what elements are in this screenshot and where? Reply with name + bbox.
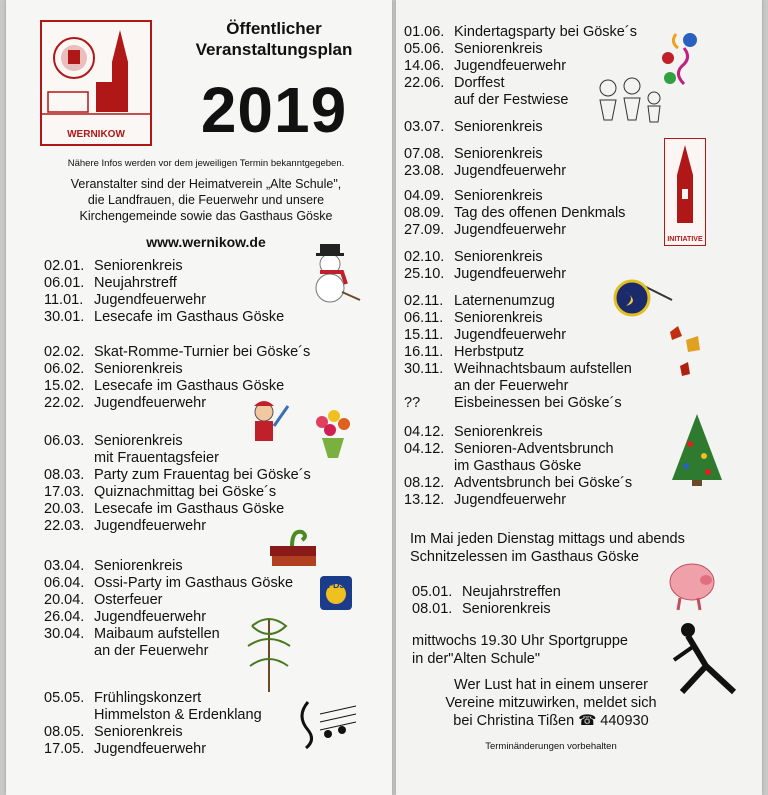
lantern-icon bbox=[606, 276, 676, 320]
event-title: Lesecafe im Gasthaus Göske bbox=[94, 378, 285, 394]
footer-note: Terminänderungen vorbehalten bbox=[485, 741, 617, 752]
event-title: Seniorenkreis bbox=[94, 433, 183, 449]
event-title: Skat-Romme-Turnier bei Göske´s bbox=[94, 344, 311, 360]
church-emblem-icon bbox=[42, 22, 150, 126]
event-title: Jugendfeuerwehr bbox=[454, 327, 567, 343]
event-date: 06.04. bbox=[44, 575, 85, 591]
event-title-continued: an der Feuerwehr bbox=[454, 378, 569, 394]
event-title: Lesecafe im Gasthaus Göske bbox=[94, 309, 285, 325]
event-title: Neujahrstreff bbox=[94, 275, 177, 291]
event-title: Weihnachtsbaum aufstellen bbox=[454, 361, 632, 377]
books-worm-icon bbox=[266, 524, 322, 572]
sport-line-2: in der"Alten Schule" bbox=[412, 651, 540, 667]
event-date: 03.04. bbox=[44, 558, 85, 574]
right-panel bbox=[396, 0, 762, 795]
event-title: Jugendfeuerwehr bbox=[94, 609, 207, 625]
event-date: 15.02. bbox=[44, 378, 85, 394]
event-date: 15.11. bbox=[404, 327, 444, 343]
event-date: 20.03. bbox=[44, 501, 85, 517]
children-drawing-icon bbox=[594, 76, 668, 132]
church-initiative-badge bbox=[664, 138, 706, 246]
event-date: 17.03. bbox=[44, 484, 85, 500]
contact-line-2: Vereine mitzuwirken, meldet sich bbox=[445, 695, 657, 711]
contact-note bbox=[416, 676, 686, 730]
event-date: ?? bbox=[404, 395, 421, 411]
event-date: 14.06. bbox=[404, 58, 445, 74]
snowman-icon bbox=[302, 236, 362, 306]
event-title: Jugendfeuerwehr bbox=[454, 163, 567, 179]
flower-bouquet-icon bbox=[310, 408, 356, 460]
sport-line-1: mittwochs 19.30 Uhr Sportgruppe bbox=[412, 633, 628, 649]
event-date: 08.03. bbox=[44, 467, 85, 483]
event-date: 04.09. bbox=[404, 188, 445, 204]
contact-line-3: bei Christina Tißen ☎ 440930 bbox=[453, 713, 649, 729]
info-note: Nähere Infos werden vor dem jeweiligen Termin bekanntgegeben. bbox=[67, 158, 345, 169]
event-date: 08.05. bbox=[44, 724, 85, 740]
event-title: Jugendfeuerwehr bbox=[454, 58, 567, 74]
event-date: 27.09. bbox=[404, 222, 445, 238]
event-title: Jugendfeuerwehr bbox=[94, 395, 207, 411]
logo-town-name: WERNIKOW bbox=[67, 129, 125, 140]
title-line-2: Veranstaltungsplan bbox=[195, 40, 353, 59]
event-title: Seniorenkreis bbox=[94, 258, 183, 274]
event-date: 08.09. bbox=[404, 205, 445, 221]
event-title: Seniorenkreis bbox=[462, 601, 551, 617]
event-title: Jugendfeuerwehr bbox=[454, 222, 567, 238]
event-date: 25.10. bbox=[404, 266, 445, 282]
event-title-continued: auf der Festwiese bbox=[454, 92, 569, 108]
event-date: 08.12. bbox=[404, 475, 445, 491]
event-title: Maibaum aufstellen bbox=[94, 626, 220, 642]
event-title: Seniorenkreis bbox=[94, 724, 183, 740]
event-title: Osterfeuer bbox=[94, 592, 163, 608]
event-title: Adventsbrunch bei Göske´s bbox=[454, 475, 633, 491]
event-date: 08.01. bbox=[412, 601, 453, 617]
event-date: 26.04. bbox=[44, 609, 85, 625]
initiative-label: INITIATIVE bbox=[667, 236, 703, 243]
event-title: Seniorenkreis bbox=[454, 249, 543, 265]
event-title-continued: an der Feuerwehr bbox=[94, 643, 209, 659]
event-date: 04.12. bbox=[404, 441, 445, 457]
event-date: 22.06. bbox=[404, 75, 445, 91]
event-title: Party zum Frauentag bei Göske´s bbox=[94, 467, 311, 483]
event-date: 05.01. bbox=[412, 584, 453, 600]
fdj-label: FDJ bbox=[327, 580, 345, 590]
autumn-leaves-icon bbox=[660, 322, 706, 384]
pig-icon bbox=[666, 554, 720, 614]
sport-note bbox=[412, 632, 712, 668]
event-title: Seniorenkreis bbox=[454, 119, 543, 135]
event-title: Seniorenkreis bbox=[454, 310, 543, 326]
event-title: Seniorenkreis bbox=[94, 558, 183, 574]
event-date: 02.01. bbox=[44, 258, 85, 274]
event-date: 11.01. bbox=[44, 292, 84, 308]
event-date: 13.12. bbox=[404, 492, 445, 508]
year-heading: 2019 bbox=[200, 74, 348, 146]
event-title: Jugendfeuerwehr bbox=[94, 292, 207, 308]
organizers-line-1: Veranstalter sind der Heimatverein „Alte Schule", bbox=[70, 177, 342, 191]
event-title: Kindertagsparty bei Göske´s bbox=[454, 24, 637, 40]
event-date: 16.11. bbox=[404, 344, 444, 360]
event-date: 30.04. bbox=[44, 626, 85, 642]
event-title: Jugendfeuerwehr bbox=[94, 518, 207, 534]
event-title: Seniorenkreis bbox=[454, 41, 543, 57]
event-date: 06.11. bbox=[404, 310, 444, 326]
event-date: 07.08. bbox=[404, 146, 445, 162]
event-title: Dorffest bbox=[454, 75, 505, 91]
event-date: 17.05. bbox=[44, 741, 85, 757]
event-title-continued: mit Frauentagsfeier bbox=[94, 450, 219, 466]
event-date: 05.06. bbox=[404, 41, 445, 57]
yoga-pose-icon bbox=[672, 620, 740, 696]
event-title: Jugendfeuerwehr bbox=[454, 266, 567, 282]
event-title: Neujahrstreffen bbox=[462, 584, 561, 600]
firefighter-child-icon bbox=[244, 398, 290, 446]
event-date: 04.12. bbox=[404, 424, 445, 440]
event-title-continued: im Gasthaus Göske bbox=[454, 458, 582, 474]
event-date: 02.10. bbox=[404, 249, 445, 265]
event-title: Ossi-Party im Gasthaus Göske bbox=[94, 575, 294, 591]
christmas-tree-icon bbox=[664, 410, 730, 488]
page-title bbox=[156, 18, 392, 60]
event-date: 20.04. bbox=[44, 592, 85, 608]
event-date: 22.03. bbox=[44, 518, 85, 534]
event-date: 23.08. bbox=[404, 163, 445, 179]
title-line-1: Öffentlicher bbox=[226, 19, 322, 38]
event-date: 03.07. bbox=[404, 119, 445, 135]
music-notes-icon bbox=[294, 696, 360, 754]
village-logo bbox=[40, 20, 152, 146]
event-title: Herbstputz bbox=[454, 344, 525, 360]
event-title: Laternenumzug bbox=[454, 293, 555, 309]
event-title-continued: Himmelston & Erdenklang bbox=[94, 707, 262, 723]
event-date: 06.02. bbox=[44, 361, 85, 377]
may-note-line-2: Schnitzelessen im Gasthaus Göske bbox=[410, 549, 639, 565]
event-date: 30.11. bbox=[404, 361, 444, 377]
may-note-line-1: Im Mai jeden Dienstag mittags und abends bbox=[410, 531, 685, 547]
event-date: 06.01. bbox=[44, 275, 85, 291]
church-icon bbox=[665, 139, 705, 231]
event-title: Lesecafe im Gasthaus Göske bbox=[94, 501, 285, 517]
event-date: 06.03. bbox=[44, 433, 85, 449]
event-date: 30.01. bbox=[44, 309, 85, 325]
organizers-line-2: die Landfrauen, die Feuerwehr und unsere bbox=[87, 193, 325, 207]
event-title: Quiznachmittag bei Göske´s bbox=[94, 484, 277, 500]
event-date: 02.02. bbox=[44, 344, 85, 360]
event-title: Jugendfeuerwehr bbox=[454, 492, 567, 508]
event-date: 05.05. bbox=[44, 690, 85, 706]
maypole-icon bbox=[242, 612, 296, 694]
event-date: 02.11. bbox=[404, 293, 444, 309]
event-date: 22.02. bbox=[44, 395, 85, 411]
organizers-text bbox=[26, 176, 386, 224]
organizers-line-3: Kirchengemeinde sowie das Gasthaus Göske bbox=[79, 209, 333, 223]
event-title: Seniorenkreis bbox=[454, 146, 543, 162]
left-panel bbox=[6, 0, 392, 795]
event-title: Jugendfeuerwehr bbox=[94, 741, 207, 757]
event-title: Seniorenkreis bbox=[94, 361, 183, 377]
event-title: Eisbeinessen bei Göske´s bbox=[454, 395, 622, 411]
contact-line-1: Wer Lust hat in einem unserer bbox=[454, 677, 648, 693]
event-title: Seniorenkreis bbox=[454, 424, 543, 440]
event-title: Frühlingskonzert bbox=[94, 690, 202, 706]
fdj-flag-icon bbox=[318, 574, 354, 614]
event-title: Tag des offenen Denkmals bbox=[454, 205, 626, 221]
event-date: 01.06. bbox=[404, 24, 445, 40]
event-title: Senioren-Adventsbrunch bbox=[454, 441, 614, 457]
website-link[interactable]: www.wernikow.de bbox=[146, 234, 266, 250]
event-title: Seniorenkreis bbox=[454, 188, 543, 204]
